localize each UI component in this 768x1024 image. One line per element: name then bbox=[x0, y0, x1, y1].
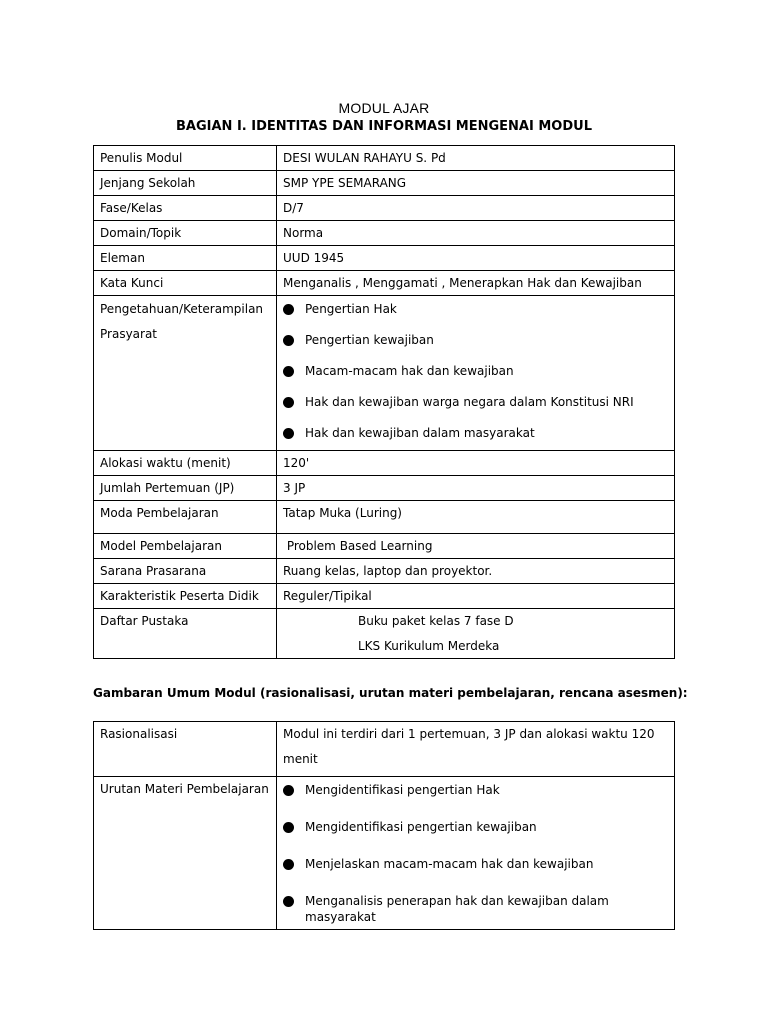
bullet-icon bbox=[283, 822, 294, 833]
row-value bbox=[277, 296, 675, 451]
bullet-item bbox=[283, 819, 668, 835]
table-row bbox=[94, 534, 675, 559]
overview-heading: Gambaran Umum Modul (rasionalisasi, urutan materi pembelajaran, rencana asesmen): bbox=[93, 686, 688, 700]
bullet-icon bbox=[283, 335, 294, 346]
row-label: Alokasi waktu (menit) bbox=[94, 451, 277, 476]
row-value: UUD 1945 bbox=[277, 246, 675, 271]
identity-table bbox=[93, 145, 675, 659]
row-label: Model Pembelajaran bbox=[94, 534, 277, 559]
row-value: D/7 bbox=[277, 196, 675, 221]
row-value: Modul ini terdiri dari 1 pertemuan, 3 JP dan alokasi waktu 120 menit bbox=[277, 722, 675, 777]
table-row bbox=[94, 609, 675, 659]
pustaka-item: Buku paket kelas 7 fase D bbox=[358, 614, 514, 628]
table-row bbox=[94, 501, 675, 534]
bullet-item bbox=[283, 856, 668, 872]
bullet-item bbox=[283, 782, 668, 798]
bullet-text: Macam-macam hak dan kewajiban bbox=[305, 364, 514, 378]
row-label: Daftar Pustaka bbox=[94, 609, 277, 659]
row-label: Karakteristik Peserta Didik bbox=[94, 584, 277, 609]
table-row bbox=[94, 246, 675, 271]
bullet-text: Menganalisis penerapan hak dan kewajiban dalam masyarakat bbox=[305, 894, 609, 924]
row-value: Ruang kelas, laptop dan proyektor. bbox=[277, 559, 675, 584]
table-row bbox=[94, 777, 675, 930]
row-label: Jenjang Sekolah bbox=[94, 171, 277, 196]
bullet-item bbox=[283, 394, 668, 410]
row-value: Tatap Muka (Luring) bbox=[277, 501, 675, 534]
row-label bbox=[94, 296, 277, 451]
table-row bbox=[94, 476, 675, 501]
table-row bbox=[94, 451, 675, 476]
row-value: DESI WULAN RAHAYU S. Pd bbox=[277, 146, 675, 171]
row-value: 120' bbox=[277, 451, 675, 476]
row-value: Reguler/Tipikal bbox=[277, 584, 675, 609]
row-label: Kata Kunci bbox=[94, 271, 277, 296]
row-label: Fase/Kelas bbox=[94, 196, 277, 221]
table-row bbox=[94, 196, 675, 221]
bullet-icon bbox=[283, 859, 294, 870]
bullet-item bbox=[283, 363, 668, 379]
row-value: 3 JP bbox=[277, 476, 675, 501]
overview-table bbox=[93, 721, 675, 930]
table-row bbox=[94, 171, 675, 196]
pustaka-item: LKS Kurikulum Merdeka bbox=[358, 639, 500, 653]
table-row bbox=[94, 221, 675, 246]
bullet-text: Hak dan kewajiban dalam masyarakat bbox=[305, 426, 535, 440]
bullet-text: Mengidentifikasi pengertian kewajiban bbox=[305, 820, 537, 834]
bullet-icon bbox=[283, 896, 294, 907]
row-value: Problem Based Learning bbox=[277, 534, 675, 559]
bullet-text: Hak dan kewajiban warga negara dalam Konstitusi NRI bbox=[305, 395, 634, 409]
row-label: Jumlah Pertemuan (JP) bbox=[94, 476, 277, 501]
bullet-text: Menjelaskan macam-macam hak dan kewajiban bbox=[305, 857, 594, 871]
row-value: Norma bbox=[277, 221, 675, 246]
row-label: Rasionalisasi bbox=[94, 722, 277, 777]
row-value bbox=[277, 609, 675, 659]
table-row bbox=[94, 584, 675, 609]
bullet-icon bbox=[283, 785, 294, 796]
bullet-icon bbox=[283, 428, 294, 439]
row-label: Moda Pembelajaran bbox=[94, 501, 277, 534]
bullet-item bbox=[283, 301, 668, 317]
table-row bbox=[94, 271, 675, 296]
bullet-text: Mengidentifikasi pengertian Hak bbox=[305, 783, 500, 797]
row-value: Menganalis , Menggamati , Menerapkan Hak dan Kewajiban bbox=[277, 271, 675, 296]
bullet-icon bbox=[283, 397, 294, 408]
bullet-item bbox=[283, 893, 668, 925]
table-row bbox=[94, 296, 675, 451]
table-row bbox=[94, 559, 675, 584]
row-label: Penulis Modul bbox=[94, 146, 277, 171]
document-title: MODUL AJAR bbox=[338, 100, 430, 116]
row-value: SMP YPE SEMARANG bbox=[277, 171, 675, 196]
row-value bbox=[277, 777, 675, 930]
section-title: BAGIAN I. IDENTITAS DAN INFORMASI MENGENAI MODUL bbox=[176, 119, 592, 134]
bullet-item bbox=[283, 425, 668, 441]
bullet-icon bbox=[283, 366, 294, 377]
table-row bbox=[94, 722, 675, 777]
label-line: Pengetahuan/Keterampilan bbox=[100, 302, 264, 316]
bullet-text: Pengertian Hak bbox=[305, 302, 397, 316]
bullet-text: Pengertian kewajiban bbox=[305, 333, 434, 347]
row-label: Domain/Topik bbox=[94, 221, 277, 246]
row-label: Urutan Materi Pembelajaran bbox=[94, 777, 277, 930]
label-line: Prasyarat bbox=[100, 327, 158, 341]
table-row bbox=[94, 146, 675, 171]
row-label: Sarana Prasarana bbox=[94, 559, 277, 584]
row-label: Eleman bbox=[94, 246, 277, 271]
bullet-icon bbox=[283, 304, 294, 315]
bullet-item bbox=[283, 332, 668, 348]
